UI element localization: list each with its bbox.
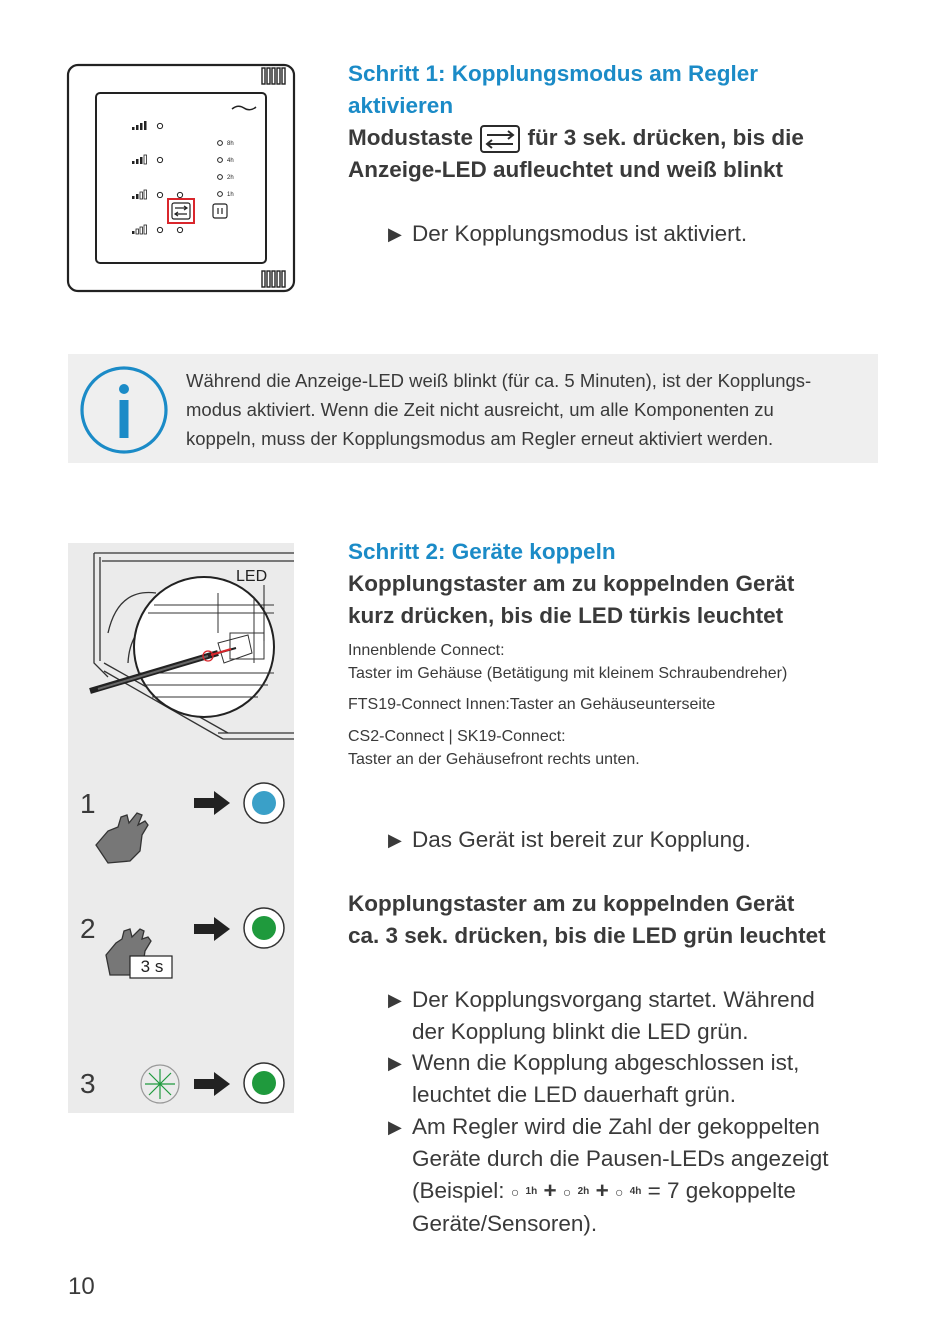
timer-label-8h: 8h [227, 141, 234, 147]
step1-instruction-line2: Anzeige-LED aufleuchtet und weiß blinkt [348, 157, 784, 183]
led-label: LED [236, 568, 268, 585]
arrow-right-icon-3 [194, 1072, 230, 1096]
example-label-3: 4h [629, 1186, 642, 1198]
arrow-bullet-icon-4: ▶ [388, 1053, 402, 1073]
step1-instruction [348, 122, 908, 154]
page-number: 10 [68, 1273, 95, 1300]
note2: FTS19-Connect Innen:Taster an Gehäuseunterseite [348, 696, 716, 713]
example-prefix: (Beispiel: [412, 1178, 505, 1203]
arrow-bullet-icon-2: ▶ [388, 830, 402, 850]
info-line1: Während die Anzeige-LED weiß blinkt (für ca. 5 Minuten), ist der Kopplungs- [186, 370, 812, 391]
example-led-1: ○ [510, 1184, 520, 1201]
step1-result [388, 218, 748, 250]
step2-result4-line4: Geräte/Sensoren). [412, 1211, 598, 1237]
step2-instr-line1: Kopplungstaster am zu koppelnden Gerät [348, 571, 795, 596]
device-illustration [68, 543, 294, 753]
step2-result2 [388, 984, 912, 1048]
note3-line1: CS2-Connect | SK19-Connect: [348, 728, 566, 745]
step2-title: Schritt 2: Geräte koppeln [348, 539, 616, 564]
step2-instr2-line2: ca. 3 sek. drücken, bis die LED grün leuchtet [348, 923, 826, 948]
timer-label: 3 s [140, 957, 164, 976]
panel-step1-number: 1 [80, 788, 96, 819]
arrow-right-icon-2 [194, 917, 230, 941]
example-plus-1: + [543, 1178, 557, 1203]
example-label-2: 2h [577, 1186, 590, 1198]
step2-instr2-line1: Kopplungstaster am zu koppelnden Gerät [348, 891, 795, 916]
panel-step3-number: 3 [80, 1068, 96, 1099]
timer-label-4h: 4h [227, 158, 234, 164]
step2-result1-text: Das Gerät ist bereit zur Kopplung. [412, 827, 751, 852]
step2-result4 [388, 1111, 912, 1240]
timer-label-2h: 2h [227, 175, 234, 181]
note3-line2: Taster an der Gehäusefront rechts unten. [348, 751, 640, 768]
step1-title-line1: Schritt 1: Kopplungsmodus am Regler [348, 61, 759, 86]
example-plus-2: + [595, 1178, 609, 1203]
step2-notes [348, 639, 928, 771]
arrow-right-icon [194, 791, 230, 815]
arrow-bullet-icon-3: ▶ [388, 990, 402, 1010]
note1-line2: Taster im Gehäuse (Betätigung mit kleinem Schraubendreher) [348, 665, 788, 682]
step2-result2-line1: Der Kopplungsvorgang startet. Während [412, 987, 815, 1012]
step2-result4-line1: Am Regler wird die Zahl der gekoppelten [412, 1114, 820, 1139]
panel-step2-number: 2 [80, 913, 96, 944]
led-green-icon-2 [252, 1071, 276, 1095]
step2-result3 [388, 1047, 912, 1111]
hand-press-icon [96, 813, 148, 863]
example-led-3: ○ [614, 1184, 624, 1201]
step2-block [348, 536, 908, 632]
info-line2: modus aktiviert. Wenn die Zeit nicht ausreicht, um alle Komponenten zu [186, 399, 774, 420]
step1-instruction-part2: für 3 sek. drücken, bis die [527, 125, 804, 150]
info-box [68, 354, 878, 463]
step1-instruction-part1: Modustaste [348, 125, 474, 150]
example-suffix: = 7 gekoppelte [647, 1178, 796, 1203]
arrow-bullet-icon-5: ▶ [388, 1117, 402, 1137]
led-turquoise-icon [252, 791, 276, 815]
step1-title-line2: aktivieren [348, 93, 454, 118]
info-icon [78, 364, 170, 456]
step2-result2-line2: der Kopplung blinkt die LED grün. [412, 1019, 749, 1044]
step2-result4-line3 [412, 1175, 912, 1208]
led-green-icon [252, 916, 276, 940]
mode-key-icon [479, 124, 521, 154]
note1-line1: Innenblende Connect: [348, 642, 505, 659]
step2-result4-line2: Geräte durch die Pausen-LEDs angezeigt [412, 1146, 829, 1171]
step-rows-graphics [68, 775, 294, 1115]
step2-result3-line2: leuchtet die LED dauerhaft grün. [412, 1082, 736, 1107]
arrow-bullet-icon: ▶ [388, 224, 402, 244]
info-text [186, 366, 876, 453]
example-label-1: 1h [525, 1186, 538, 1198]
controller-illustration [66, 63, 298, 295]
step2-instr2 [348, 888, 928, 952]
step2-result3-line1: Wenn die Kopplung abgeschlossen ist, [412, 1050, 800, 1075]
led-blinking-icon [141, 1065, 179, 1103]
step1-result-text: Der Kopplungsmodus ist aktiviert. [412, 221, 748, 246]
info-line3: koppeln, muss der Kopplungsmodus am Regler erneut aktiviert werden. [186, 428, 774, 449]
timer-label-1h: 1h [227, 192, 234, 198]
step1-block [348, 58, 908, 186]
step2-instr-line2: kurz drücken, bis die LED türkis leuchtet [348, 603, 784, 628]
example-led-2: ○ [562, 1184, 572, 1201]
step2-result1 [388, 824, 751, 856]
